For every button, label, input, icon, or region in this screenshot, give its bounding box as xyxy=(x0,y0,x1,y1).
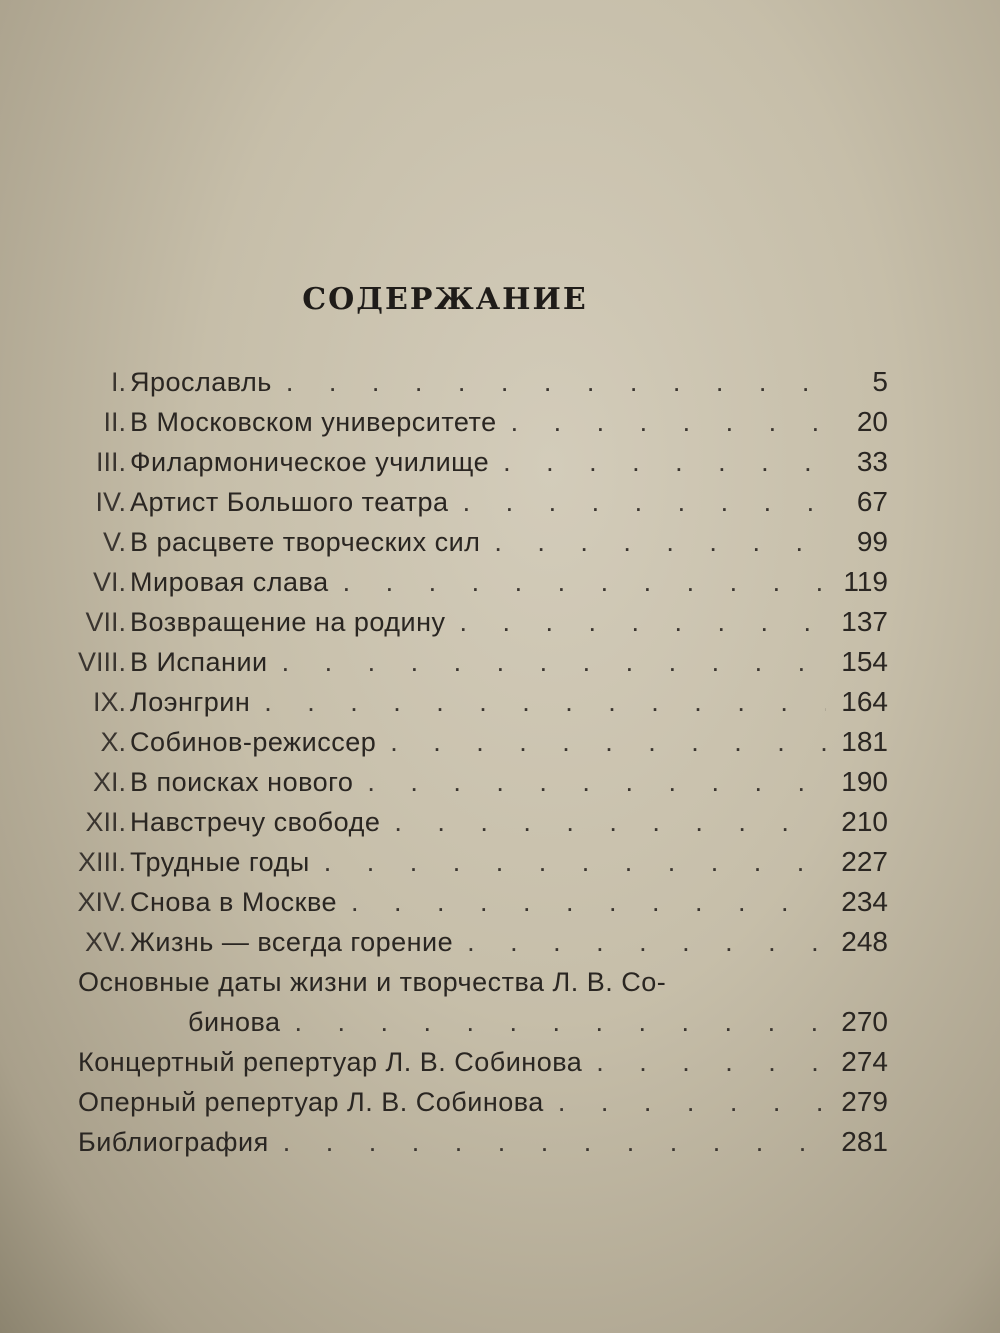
chapter-number: VI. xyxy=(92,567,126,597)
chapter-title: Трудные годы xyxy=(130,847,310,877)
chapter-number: XIV. xyxy=(77,887,126,917)
dot-leader xyxy=(480,522,826,562)
chapter-title: Лоэнгрин xyxy=(130,687,251,717)
chapter-number: VII. xyxy=(85,607,126,637)
appendix-title: Концертный репертуар Л. В. Собинова xyxy=(78,1047,583,1077)
chapter-title: Жизнь — всегда горение xyxy=(130,927,454,957)
chapter-title: Филармоническое училище xyxy=(130,447,490,477)
chapter-number: XIII. xyxy=(77,847,126,877)
chapter-title: Мировая слава xyxy=(130,567,329,597)
chapter-number: XII. xyxy=(85,807,126,837)
toc-entry[interactable] xyxy=(40,562,888,602)
toc-entry-line1 xyxy=(40,962,888,1002)
dot-leader xyxy=(544,1082,826,1122)
page-number: 281 xyxy=(841,1126,888,1157)
toc-entry[interactable] xyxy=(40,442,888,482)
dot-leader xyxy=(380,802,826,842)
chapter-title: Артист Большого театра xyxy=(130,487,449,517)
dot-leader xyxy=(489,442,826,482)
chapter-title: В расцвете творческих сил xyxy=(130,527,481,557)
chapter-title: Собинов-режиссер xyxy=(130,727,377,757)
chapter-title: В Московском университете xyxy=(130,407,497,437)
toc-entry[interactable] xyxy=(40,882,888,922)
chapter-title: Навстречу свободе xyxy=(130,807,381,837)
chapter-number: III. xyxy=(95,447,126,477)
toc-entry[interactable] xyxy=(40,682,888,722)
toc-entry[interactable] xyxy=(40,842,888,882)
dot-leader xyxy=(250,682,826,722)
toc-entry[interactable] xyxy=(40,1042,888,1082)
page-number: 190 xyxy=(841,766,888,797)
toc-entry[interactable] xyxy=(40,762,888,802)
chapter-title: В Испании xyxy=(130,647,268,677)
page-number: 119 xyxy=(843,566,888,597)
dot-leader xyxy=(268,642,826,682)
table-of-contents xyxy=(40,362,888,1162)
page-number: 164 xyxy=(841,686,888,717)
page-number: 99 xyxy=(856,526,888,557)
appendix-title: Оперный репертуар Л. В. Собинова xyxy=(78,1087,544,1117)
chapter-number: XV. xyxy=(84,927,126,957)
toc-entry[interactable] xyxy=(40,522,888,562)
toc-entry[interactable] xyxy=(40,362,888,402)
dot-leader xyxy=(353,762,826,802)
toc-entry[interactable] xyxy=(40,802,888,842)
chapter-number: VIII. xyxy=(77,647,126,677)
appendix-title: Основные даты жизни и творчества Л. В. Со- xyxy=(78,967,667,997)
chapter-title: Возвращение на родину xyxy=(130,607,446,637)
chapter-number: V. xyxy=(102,527,126,557)
dot-leader xyxy=(310,842,826,882)
page-number: 33 xyxy=(856,446,888,477)
dot-leader xyxy=(329,562,826,602)
page-number: 20 xyxy=(856,406,888,437)
appendix-title-cont: бинова xyxy=(188,1007,281,1037)
toc-entry[interactable] xyxy=(40,602,888,642)
toc-entry[interactable] xyxy=(40,1122,888,1162)
toc-entry[interactable] xyxy=(40,642,888,682)
page-title: СОДЕРЖАНИЕ xyxy=(302,282,588,317)
page-number: 5 xyxy=(872,366,888,397)
page-number: 279 xyxy=(841,1086,888,1117)
dot-leader xyxy=(582,1042,826,1082)
toc-entry[interactable] xyxy=(40,482,888,522)
page-number: 270 xyxy=(841,1006,888,1037)
dot-leader xyxy=(269,1122,826,1162)
chapter-number: IV. xyxy=(95,487,126,517)
page-number: 274 xyxy=(841,1046,888,1077)
dot-leader xyxy=(497,402,826,442)
dot-leader xyxy=(446,602,826,642)
toc-entry[interactable] xyxy=(40,402,888,442)
page-number: 181 xyxy=(841,726,888,757)
page-number: 210 xyxy=(841,806,888,837)
chapter-title: Ярославль xyxy=(130,367,272,397)
dot-leader xyxy=(376,722,826,762)
page-number: 227 xyxy=(841,846,888,877)
chapter-number: II. xyxy=(103,407,126,437)
appendix-title: Библиография xyxy=(78,1127,269,1157)
chapter-title: В поисках нового xyxy=(130,767,354,797)
page-number: 67 xyxy=(856,486,888,517)
page-number: 154 xyxy=(841,646,888,677)
dot-leader xyxy=(281,1002,826,1042)
toc-entry[interactable] xyxy=(40,722,888,762)
chapter-number: IX. xyxy=(92,687,126,717)
dot-leader xyxy=(272,362,826,402)
page-number: 137 xyxy=(841,606,888,637)
dot-leader xyxy=(449,482,826,522)
chapter-number: I. xyxy=(110,367,126,397)
dot-leader xyxy=(337,882,826,922)
toc-entry[interactable] xyxy=(40,922,888,962)
chapter-number: XI. xyxy=(92,767,126,797)
page-number: 234 xyxy=(841,886,888,917)
dot-leader xyxy=(453,922,826,962)
chapter-number: X. xyxy=(100,727,126,757)
chapter-title: Снова в Москве xyxy=(130,887,338,917)
toc-entry[interactable] xyxy=(40,1082,888,1122)
page-number: 248 xyxy=(841,926,888,957)
toc-entry[interactable] xyxy=(40,1002,888,1042)
